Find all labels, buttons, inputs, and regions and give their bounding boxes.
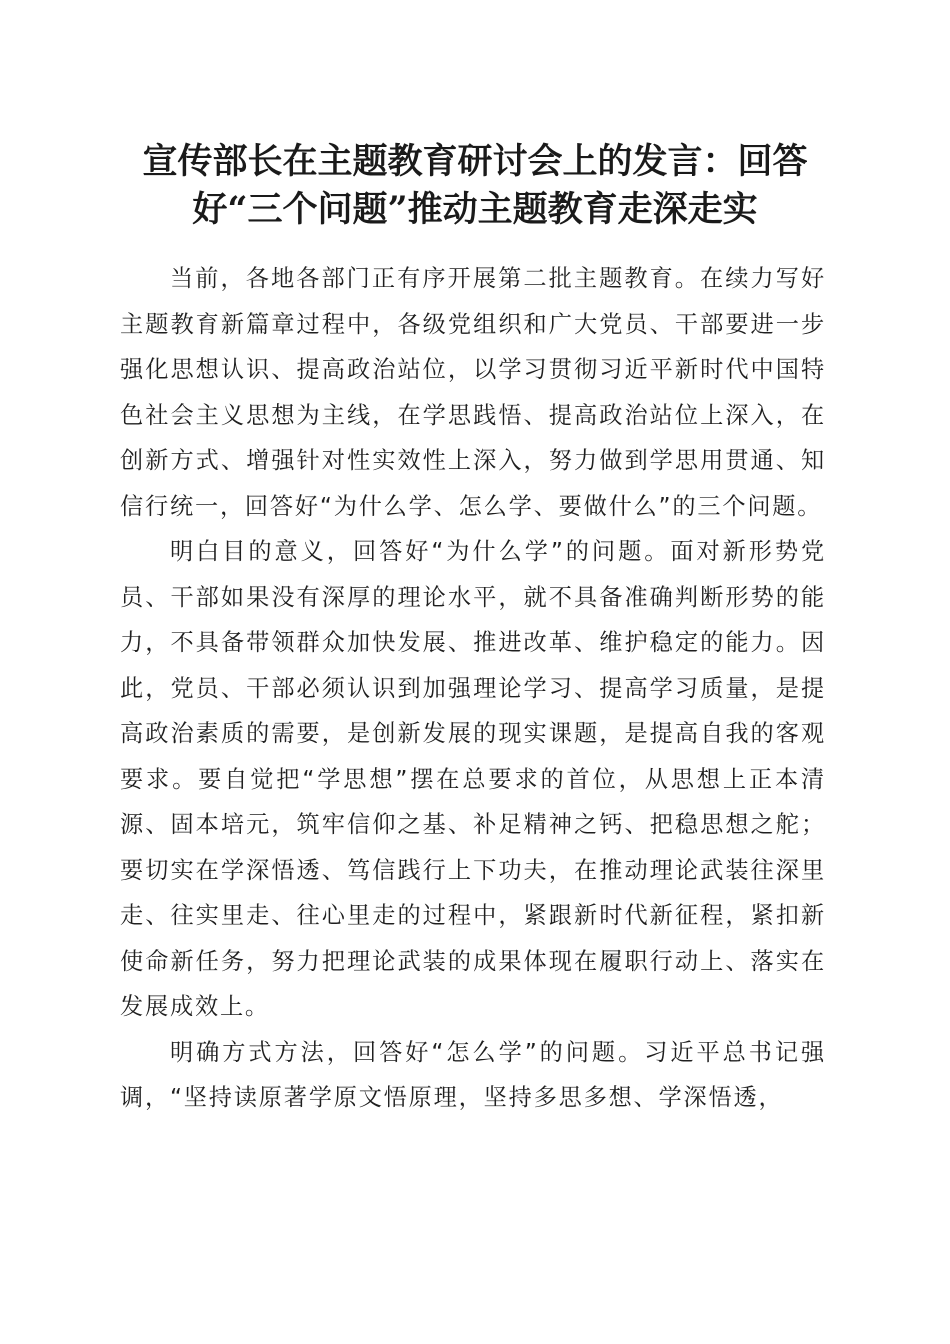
title-line-1: 宣传部长在主题教育研讨会上的发言：回答	[142, 141, 808, 182]
paragraph-1: 当前，各地各部门正有序开展第二批主题教育。在续力写好主题教育新篇章过程中，各级党组织和广大党员、干部要进一步强化思想认识、提高政治站位，以学习贯彻习近平新时代中国特色社会主义思想为主线，在学思践悟、提高政治站位上深入，在创新方式、增强针对性实效性上深入，努力做到学思用贯通、知信行统一，回答好“为什么学、怎么学、要做什么”的三个问题。	[120, 265, 826, 520]
paragraph-2: 明白目的意义，回答好“为什么学”的问题。面对新形势党员、干部如果没有深厚的理论水平，就不具备准确判断形势的能力，不具备带领群众加快发展、推进改革、维护稳定的能力。因此，党员、干部必须认识到加强理论学习、提高学习质量，是提高政治素质的需要，是创新发展的现实课题，是提高自我的客观要求。要自觉把“学思想”摆在总要求的首位，从思想上正本清源、固本培元，筑牢信仰之基、补足精神之钙、把稳思想之舵；要切实在学深悟透、笃信践行上下功夫，在推动理论武装往深里走、往实里走、往心里走的过程中，紧跟新时代新征程，紧扣新使命新任务，努力把理论武装的成果体现在履职行动上、落实在发展成效上。	[120, 538, 826, 1020]
document-title	[110, 138, 840, 234]
document-body	[120, 256, 826, 1121]
title-line-2: 好“三个问题”推动主题教育走深走实	[192, 189, 758, 230]
paragraph-3: 明确方式方法，回答好“怎么学”的问题。习近平总书记强调，“坚持读原著学原文悟原理，坚持多思多想、学深悟透，	[120, 1038, 826, 1111]
